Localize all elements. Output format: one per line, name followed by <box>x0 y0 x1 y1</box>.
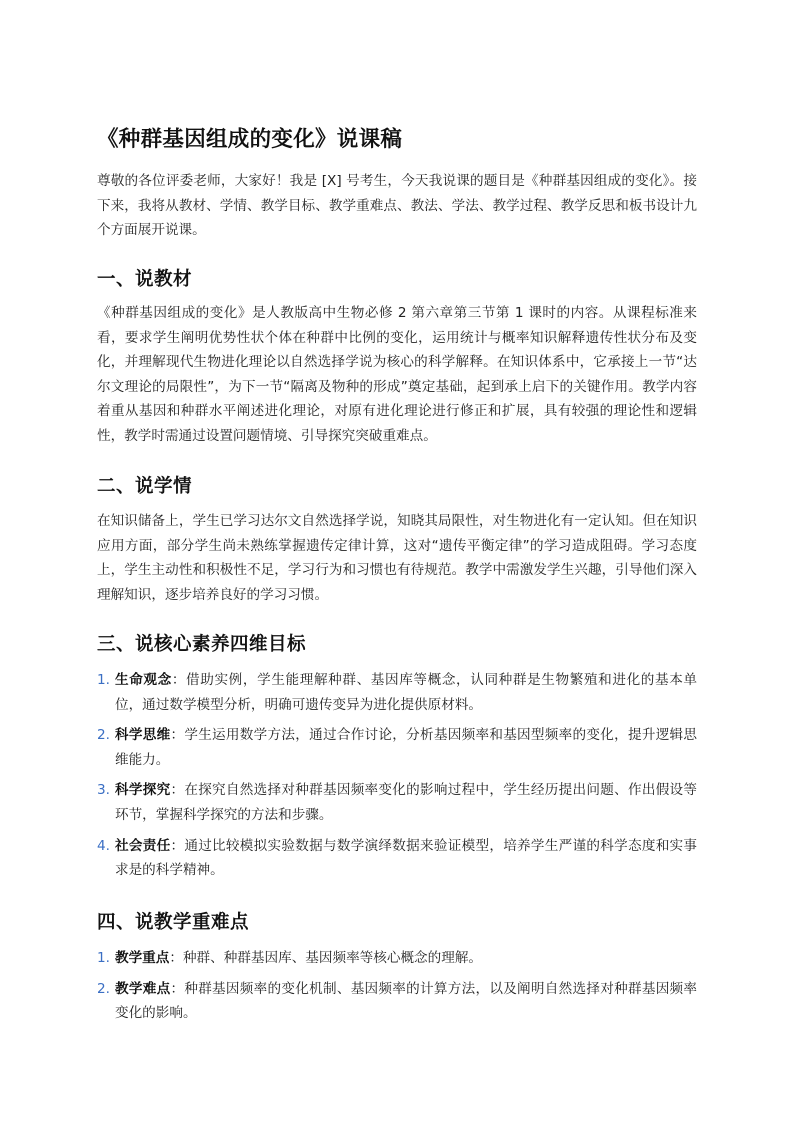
list-text: ：学生运用数学方法，通过合作讨论，分析基因频率和基因型频率的变化，提升逻辑思维能力。 <box>115 727 698 768</box>
list-keyword: 科学思维 <box>115 727 171 744</box>
list-item <box>97 977 697 1026</box>
section-body-textbook: 《种群基因组成的变化》是人教版高中生物必修 2 第六章第三节第 1 课时的内容。从课程标准来看，要求学生阐明优势性状个体在种群中比例的变化，运用统计与概率知识解释遗传性状分布及变化，并理解现代生物进化理论以自然选择学说为核心的科学解释。在知识体系中，它承接上一节“达尔文理论的局限性”，为下一节“隔离及物种的形成”奠定基础，起到承上启下的关键作用。教学内容着重从基因和种群水平阐述进化理论，对原有进化理论进行修正和扩展，具有较强的理论性和逻辑性，教学时需通过设置问题情境、引导探究突破重难点。 <box>97 305 697 444</box>
list-item <box>97 834 697 883</box>
list-keyword: 社会责任 <box>115 837 171 854</box>
list-number: 1. <box>97 672 110 688</box>
list-text: ：借助实例，学生能理解种群、基因库等概念，认同种群是生物繁殖和进化的基本单位，通过数学模型分析，明确可遗传变异为进化提供原材料。 <box>115 672 698 713</box>
list-text: ：种群、种群基因库、基因频率等核心概念的理解。 <box>169 950 483 966</box>
objectives-list <box>97 668 697 883</box>
list-item <box>97 778 697 827</box>
list-item <box>97 668 697 717</box>
list-text: ：通过比较模拟实验数据与数学演绎数据来验证模型，培养学生严谨的科学态度和实事求是的科学精神。 <box>115 837 698 879</box>
list-keyword: 生命观念 <box>115 672 172 688</box>
list-number: 3. <box>97 782 110 799</box>
list-keyword: 教学重点 <box>115 950 170 966</box>
list-item <box>97 723 697 772</box>
section-heading-objectives: 三、说核心素养四维目标 <box>97 634 307 655</box>
page-title: 《种群基因组成的变化》说课稿 <box>97 127 403 152</box>
section-heading-students: 二、说学情 <box>97 476 193 497</box>
list-number: 2. <box>97 727 110 744</box>
intro-paragraph: 尊敬的各位评委老师，大家好！我是 [X] 号考生，今天我说课的题目是《种群基因组成的变化》。接下来，我将从教材、学情、教学目标、教学重难点、教法、学法、教学过程、教学反思和板书设计九个方面展开说课。 <box>97 173 697 239</box>
key-points-list <box>97 946 697 1026</box>
list-keyword: 科学探究 <box>115 782 171 799</box>
list-text: ：种群基因频率的变化机制、基因频率的计算方法，以及阐明自然选择对种群基因频率变化的影响。 <box>115 980 698 1022</box>
list-keyword: 教学难点 <box>115 980 171 997</box>
section-body-students: 在知识储备上，学生已学习达尔文自然选择学说，知晓其局限性，对生物进化有一定认知。但在知识应用方面，部分学生尚未熟练掌握遗传定律计算，这对“遗传平衡定律”的学习造成阻碍。学习态度上，学生主动性和积极性不足，学习行为和习惯也有待规范。教学中需激发学生兴趣，引导他们深入理解知识，逐步培养良好的学习习惯。 <box>97 513 697 603</box>
list-text: ：在探究自然选择对种群基因频率变化的影响过程中，学生经历提出问题、作出假设等环节，掌握科学探究的方法和步骤。 <box>115 782 698 823</box>
list-number: 2. <box>97 980 110 997</box>
section-heading-key-points: 四、说教学重难点 <box>97 912 250 933</box>
list-item <box>97 946 697 971</box>
section-heading-textbook: 一、说教材 <box>97 269 193 290</box>
list-number: 4. <box>97 837 110 854</box>
list-number: 1. <box>97 950 110 966</box>
